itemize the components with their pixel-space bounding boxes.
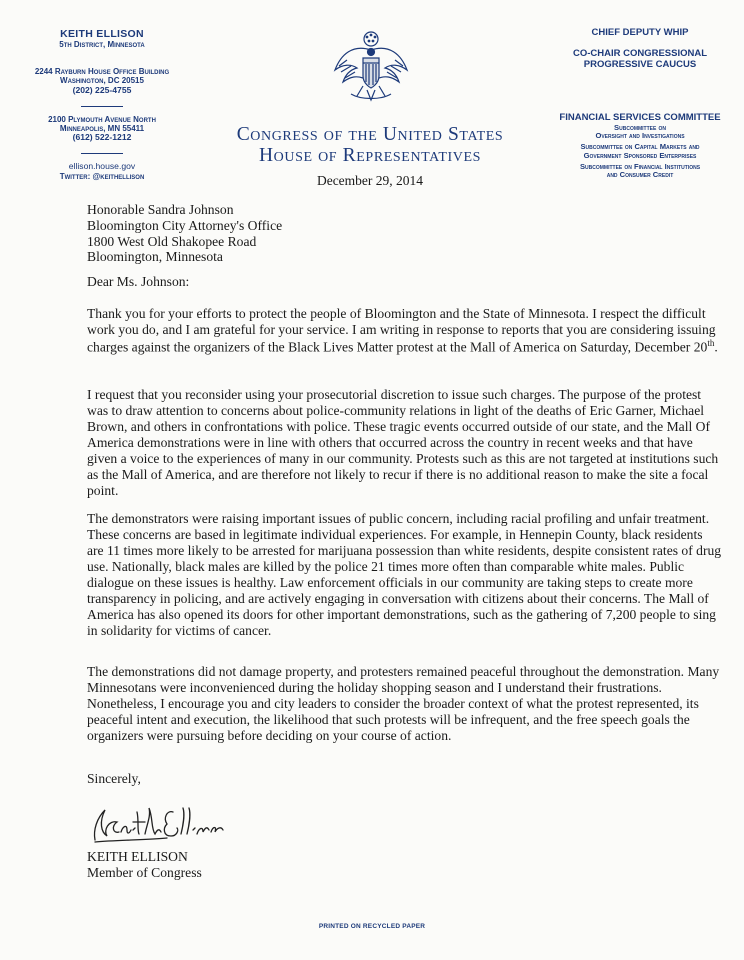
signer-name: KEITH ELLISON: [87, 849, 188, 864]
signer-title: Member of Congress: [87, 865, 202, 881]
twitter-handle: Twitter: @keithellison: [59, 171, 145, 181]
congress-title: Congress of the United States: [236, 124, 504, 145]
website: ellison.house.gov: [68, 160, 136, 171]
subcommittee-line: Oversight and Investigations: [595, 131, 685, 141]
recycled-paper-footer: PRINTED ON RECYCLED PAPER: [318, 923, 426, 930]
subcommittee-line: Subcommittee on Capital Markets and: [580, 142, 700, 152]
mn-address-line: Minneapolis, MN 55411: [59, 123, 145, 133]
paragraph-end: .: [714, 339, 718, 355]
dc-office: [22, 67, 182, 95]
body-paragraph-4: The demonstrations did not damage property, and protesters remained peaceful throughout the demonstration. Many Minnesotans were inconvenienced during the holiday shopping season and I understand their frustrations. Nonetheless, I encourage you and city leaders to consider the broader context of what the protest represented, its peaceful intent and execution, the likelihood that such protests will be infrequent, and the free speech goals the organizers were pursuing before deciding on your course of action.: [87, 664, 720, 744]
divider: [81, 153, 123, 154]
subcommittee-line: Subcommittee on: [614, 122, 666, 132]
recipient-line: Honorable Sandra Johnson: [87, 202, 234, 217]
letter-date: December 29, 2014: [316, 172, 424, 188]
letterhead-right: [556, 28, 724, 180]
paragraph-text: Thank you for your efforts to protect the people of Bloomington and the State of Minnesota. I respect the difficult work you do, and I am grateful for your service. I am writing in response to reports that you are considering issuing charges against the organizers of the Black Lives Matter protest at the Mall of America on Saturday, December 20: [87, 306, 716, 355]
recipient-line: 1800 West Old Shakopee Road: [87, 233, 257, 249]
dc-phone: (202) 225-4755: [72, 84, 132, 95]
mn-phone: (612) 522-1212: [72, 131, 132, 142]
subcommittee-line: Government Sponsored Enterprises: [583, 150, 697, 160]
signature-block: [87, 849, 202, 881]
closing: Sincerely,: [87, 771, 141, 786]
congress-heading: [200, 124, 540, 189]
caucus-line: PROGRESSIVE CAUCUS: [583, 58, 697, 70]
subcommittee-line: and Consumer Credit: [606, 170, 674, 180]
house-title: House of Representatives: [258, 145, 482, 167]
body-paragraph-2: I request that you reconsider using your prosecutorial discretion to issue such charges. The purpose of the protest was to draw attention to concerns about police-community relations in light of the deaths of Eric Garner, Michael Brown, and others in confrontations with police. These tragic events occurred outside of our state, and the Mall Of America demonstrations were in line with others that occurred across the country in recent weeks and that have given a voice to the experiences of many in our community. Protests such as this are not targeted at institutions such as the Mall of America, and are therefore not likely to recur if there is no additional reason to make the site a focal point.: [87, 387, 719, 499]
district: 5th District, Minnesota: [59, 40, 145, 50]
body-paragraph-3: The demonstrators were raising important issues of public concern, including racial profiling and unfair treatment. These concerns are based in legitimate individual experiences. For example, in Hennepin County, black residents are 11 times more likely to be arrested for marijuana possession than white residents, despite consistent rates of drug use. Nationally, black males are killed by the police 21 times more often than comparable white males. Public dialogue on these issues is healthy. Law enforcement officials in our community are taking steps to create more transparency in policing, and are actively engaging in conversation with citizens about their concerns. The Mall of America has also opened its doors for other important demonstrations, such as the gathering of 7,200 people to sing in solidarity for victims of cancer.: [87, 511, 722, 639]
salutation: Dear Ms. Johnson:: [87, 274, 190, 289]
handwritten-signature: [87, 800, 227, 850]
recipient-address: [87, 202, 282, 265]
divider: [81, 106, 123, 107]
contact: [22, 162, 182, 181]
superscript: th: [707, 338, 715, 349]
mn-office: [22, 115, 182, 143]
eagle-seal-icon: [333, 30, 409, 104]
caucus-line: CO-CHAIR CONGRESSIONAL: [572, 47, 708, 59]
member-name: KEITH ELLISON: [60, 28, 144, 40]
recipient-line: Bloomington City Attorney's Office: [87, 217, 283, 233]
dc-address-line: Washington, DC 20515: [60, 76, 144, 86]
subcommittee-line: Subcommittee on Financial Institutions: [579, 161, 701, 171]
recipient-line: Bloomington, Minnesota: [87, 249, 223, 265]
letterhead-left: [22, 28, 182, 181]
committee-title: FINANCIAL SERVICES COMMITTEE: [559, 111, 721, 123]
dc-address-line: 2244 Rayburn House Office Building: [34, 67, 170, 77]
whip-title: CHIEF DEPUTY WHIP: [591, 27, 689, 38]
body-paragraph-1: [87, 306, 722, 356]
mn-address-line: 2100 Plymouth Avenue North: [48, 114, 156, 124]
